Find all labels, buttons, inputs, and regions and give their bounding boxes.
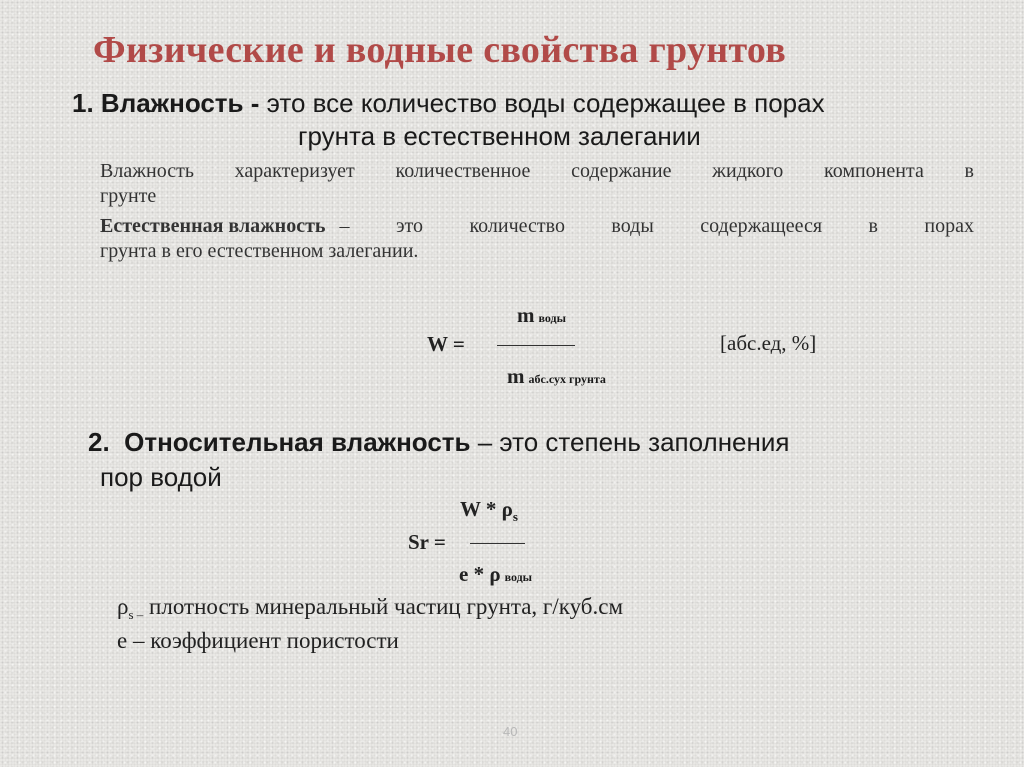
section1-number: 1.	[72, 88, 94, 118]
slide-title: Физические и водные свойства грунтов	[93, 29, 787, 71]
legend-rho: $\rho_{s -}$ плотность минеральный частиц грунта, г/куб.см	[117, 594, 624, 622]
section1-definition-line2: грунта в естественном залегании	[298, 121, 701, 151]
formula1-denominator: m абс.сух грунта	[507, 364, 606, 388]
section2-term: Относительная влажность	[124, 427, 471, 457]
paragraph-1-line2: грунте	[100, 185, 157, 207]
paragraph-2-line1	[100, 215, 974, 238]
section2-heading	[88, 427, 789, 458]
section2-definition-line2: пор водой	[100, 462, 222, 492]
section1-definition: это все количество воды содержащее в порах	[266, 88, 825, 118]
formula1-fraction-bar	[497, 345, 575, 346]
section1-term: Влажность -	[100, 88, 260, 118]
page-number: 40	[503, 724, 518, 739]
formula1-lhs: W =	[427, 332, 465, 356]
formula2-fraction-bar	[470, 543, 525, 544]
section2-definition: – это степень заполнения	[477, 427, 790, 457]
formula1-numerator: m воды	[517, 303, 566, 327]
paragraph-2-line2: грунта в его естественном залегании.	[100, 240, 419, 262]
natural-moisture-definition: – это количество воды содержащееся в порах	[339, 215, 974, 237]
section2-number: 2.	[88, 427, 110, 457]
paragraph-1-line1: Влажность характеризует количественное содержание жидкого компонента в	[100, 160, 974, 182]
legend-e: e – коэффициент пористости	[117, 628, 399, 653]
formula1-units: [абс.ед, %]	[720, 331, 817, 355]
section1-heading	[72, 88, 825, 119]
formula2-lhs: Sr =	[408, 530, 446, 554]
formula2-denominator: e * ρ воды	[459, 562, 533, 586]
formula2-numerator: W * $\rho_s$	[460, 497, 518, 524]
natural-moisture-term: Естественная влажность	[100, 215, 326, 237]
